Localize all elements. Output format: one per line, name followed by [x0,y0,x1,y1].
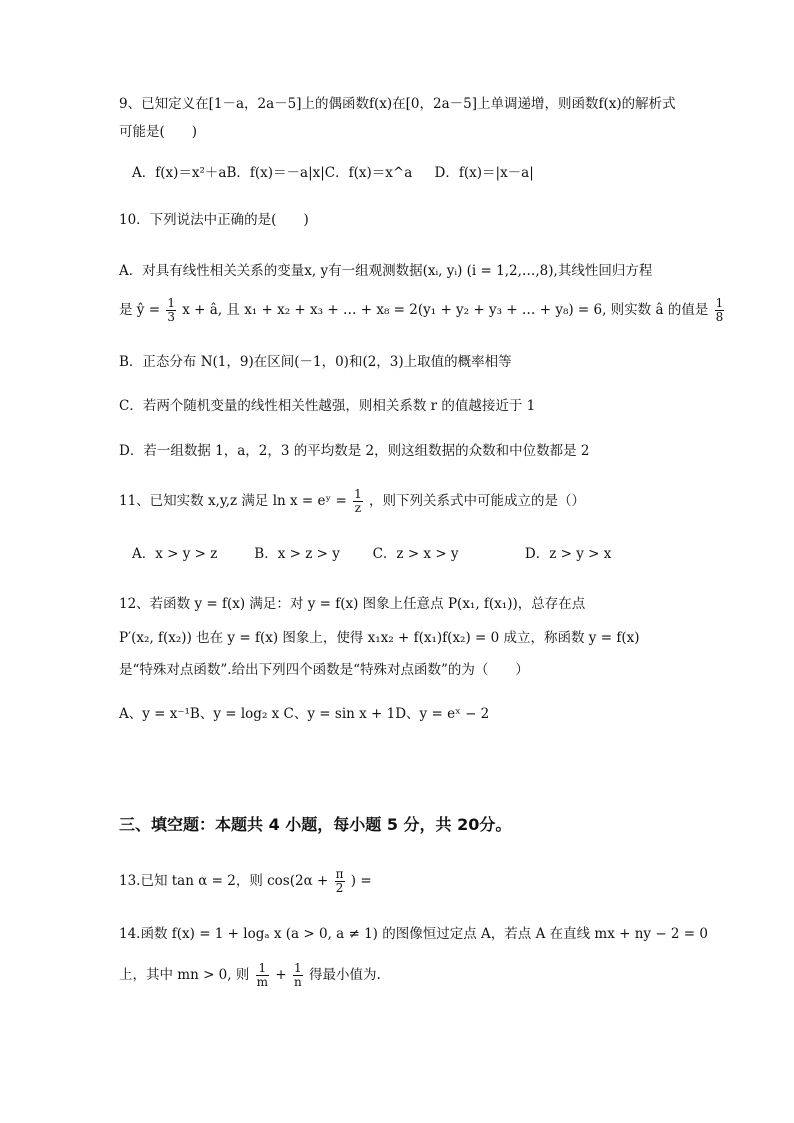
q11-fraction-1-z [353,488,363,515]
fraction-numerator: 1 [354,487,362,501]
fraction-denominator: 2 [335,881,344,895]
q12-options: A、y = x⁻¹B、y = log₂ x C、y = sin x + 1D、y = eˣ − 2 [119,706,490,722]
fraction-denominator: z [354,501,362,515]
q13-text-post: ) = [350,873,372,889]
q11-option-d: D．z > y > x [524,546,612,562]
q10-a-fraction-1-3 [166,297,176,324]
q14-text-post: 得最小值为. [308,967,381,983]
q12-line-2: P′(x₂, f(x₂)) 也在 y = f(x) 图象上，使得 x₁x₂ + f(x₁)f(x₂) = 0 成立，称函数 y = f(x) [119,630,640,646]
q14-fraction-1-n [293,962,303,989]
q11-options [132,544,684,564]
section-3-heading: 三、填空题：本题共 4 小题，每小题 5 分，共 20分。 [119,815,512,834]
q13-line [119,868,684,895]
q9-option-d: D．f(x)＝|x－a| [434,165,534,181]
fraction-denominator: n [293,975,302,989]
q10-option-a-line-1: A．对具有线性相关关系的变量x, y有一组观测数据(xᵢ, yᵢ) (i = 1,2,…,8),其线性回归方程 [119,263,653,279]
q9-line-1: 9、已知定义在[1－a，2a－5]上的偶函数f(x)在[0，2a－5]上单调递增，则函数f(x)的解析式 [119,96,676,112]
q11-option-c: C．z > x > y [372,546,459,562]
fraction-numerator: 1 [715,296,724,310]
q14-fraction-1-m [256,962,269,989]
q11-option-b: B．x > z > y [254,546,340,562]
q11-stem [119,488,684,515]
q9-option-abc: A．f(x)＝x²＋aB．f(x)＝－a|x|C．f(x)＝x^a [132,165,413,181]
q12-line-1: 12、若函数 y = f(x) 满足：对 y = f(x) 图象上任意点 P(x₁, f(x₁))，总存在点 [119,596,586,612]
q14-plus-sign: + [275,967,287,983]
q10-a-fraction-1-8 [715,297,725,324]
fraction-denominator: m [256,975,269,989]
q14-line-1: 14.函数 f(x) = 1 + logₐ x (a > 0, a ≠ 1) 的图像恒过定点 A，若点 A 在直线 mx + ny − 2 = 0 [119,926,709,942]
q10-option-c: C．若两个随机变量的线性相关性越强，则相关系数 r 的值越接近于 1 [119,398,536,414]
q10-a-text-pre: 是 ŷ = [119,302,161,318]
q10-stem: 10．下列说法中正确的是( ) [119,212,309,228]
q13-text-pre: 13.已知 tan α = 2，则 cos(2α + [119,873,329,889]
fraction-numerator: 1 [167,296,175,310]
q9-options [132,163,684,183]
q10-option-a-line-2 [119,296,724,324]
q11-stem-post: ，则下列关系式中可能成立的是（） [369,493,586,509]
q11-stem-pre: 11、已知实数 x,y,z 满足 ln x = eʸ = [119,493,347,509]
q14-line-2 [119,962,684,989]
q10-a-text-mid: x + â, 且 x₁ + x₂ + x₃ + … + x₈ = 2(y₁ + y₂ + y₃ + … + y₈) = 6, 则实数 â 的值是 [182,302,709,318]
q11-option-a: A．x > y > z [132,546,218,562]
q10-option-d: D．若一组数据 1，a，2，3 的平均数是 2，则这组数据的众数和中位数都是 2 [119,443,590,459]
q13-fraction-pi-2 [335,868,345,895]
fraction-denominator: 8 [715,310,724,324]
q9-line-2: 可能是( ) [119,124,198,140]
fraction-numerator: 1 [294,961,302,975]
fraction-denominator: 3 [167,310,175,324]
fraction-numerator: π [335,867,344,881]
q14-text-pre: 上，其中 mn > 0, 则 [119,967,250,983]
fraction-numerator: 1 [256,962,269,976]
q12-line-3: 是“特殊对点函数”.给出下列四个函数是“特殊对点函数”的为（ ） [119,662,529,678]
q10-option-b: B．正态分布 N(1，9)在区间(－1，0)和(2，3)上取值的概率相等 [119,354,512,370]
